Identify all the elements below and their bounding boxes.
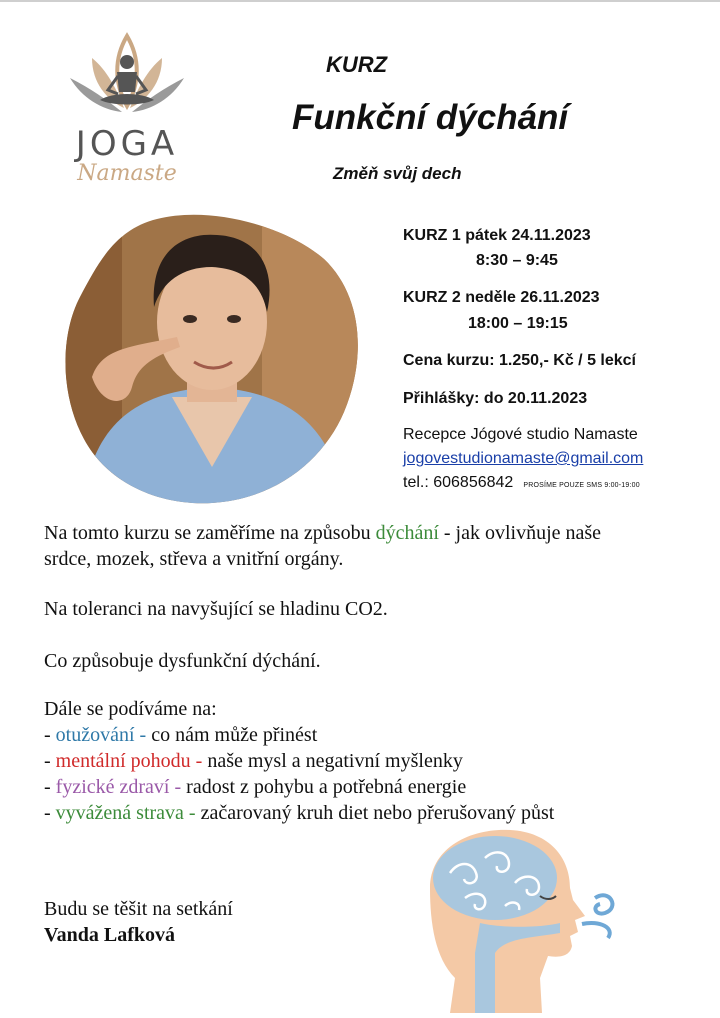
topics-intro: Dále se podíváme na: <box>44 698 217 720</box>
list-item-text: co nám může přinést <box>146 724 318 746</box>
yoga-logo <box>62 28 192 193</box>
kurz-label: KURZ <box>326 52 388 77</box>
logo-main-text: JOGA <box>75 124 179 164</box>
intro-highlight: dýchání <box>375 522 439 544</box>
kurz2-time: 18:00 – 19:15 <box>468 315 568 332</box>
list-item <box>44 774 554 800</box>
kurz2-date: KURZ 2 neděle 26.11.2023 <box>403 289 600 306</box>
tolerance-paragraph: Na toleranci na navyšující se hladinu CO2. <box>44 598 388 620</box>
intro-text-start: Na tomto kurzu se zaměříme na způsobu <box>44 522 376 544</box>
signature: Vanda Lafková <box>44 924 175 946</box>
signup-deadline: Přihlášky: do 20.11.2023 <box>403 390 588 407</box>
list-bullet: - <box>44 802 56 824</box>
list-item-text: začarovaný kruh diet nebo přerušovaný půst <box>195 802 555 824</box>
list-bullet: - <box>44 750 56 772</box>
kurz1-date: KURZ 1 pátek 24.11.2023 <box>403 227 591 244</box>
list-bullet: - <box>44 724 56 746</box>
kurz1-time: 8:30 – 9:45 <box>476 252 558 269</box>
course-price: Cena kurzu: 1.250,- Kč / 5 lekcí <box>403 352 636 369</box>
contact-phone <box>403 474 640 492</box>
breathing-head-illustration-icon <box>410 828 620 1013</box>
list-item <box>44 800 554 826</box>
list-item-term: mentální pohodu - <box>55 750 203 772</box>
sms-note: PROSÍME POUZE SMS 9:00-19:00 <box>523 482 640 489</box>
list-item-term: vyvážená strava - <box>55 802 196 824</box>
list-item <box>44 722 554 748</box>
list-item-text: naše mysl a negativní myšlenky <box>202 750 463 772</box>
closing-text: Budu se těšit na setkání <box>44 898 233 920</box>
intro-text-end: - jak ovlivňuje naše <box>438 522 602 544</box>
list-item-term: fyzické zdraví - <box>55 776 182 798</box>
topics-list <box>44 696 554 826</box>
list-item-text: radost z pohybu a potřebná energie <box>181 776 467 798</box>
dysfunction-paragraph: Co způsobuje dysfunkční dýchání. <box>44 650 321 672</box>
top-border <box>0 0 720 2</box>
list-item-term: otužování - <box>55 724 147 746</box>
phone-number: tel.: 606856842 <box>403 474 514 491</box>
intro-paragraph <box>44 520 601 572</box>
contact-email-link[interactable]: jogovestudionamaste@gmail.com <box>403 450 644 467</box>
instructor-photo <box>62 207 362 507</box>
page-title: Funkční dýchání <box>292 98 569 137</box>
lotus-meditation-logo-icon <box>62 28 192 128</box>
reception-label: Recepce Jógové studio Namaste <box>403 426 638 443</box>
intro-text-line2: srdce, mozek, střeva a vnitřní orgány. <box>44 548 344 570</box>
list-item <box>44 748 554 774</box>
page-subtitle: Změň svůj dech <box>333 164 462 183</box>
list-bullet: - <box>44 776 56 798</box>
logo-script-text: Namaste <box>77 161 177 186</box>
